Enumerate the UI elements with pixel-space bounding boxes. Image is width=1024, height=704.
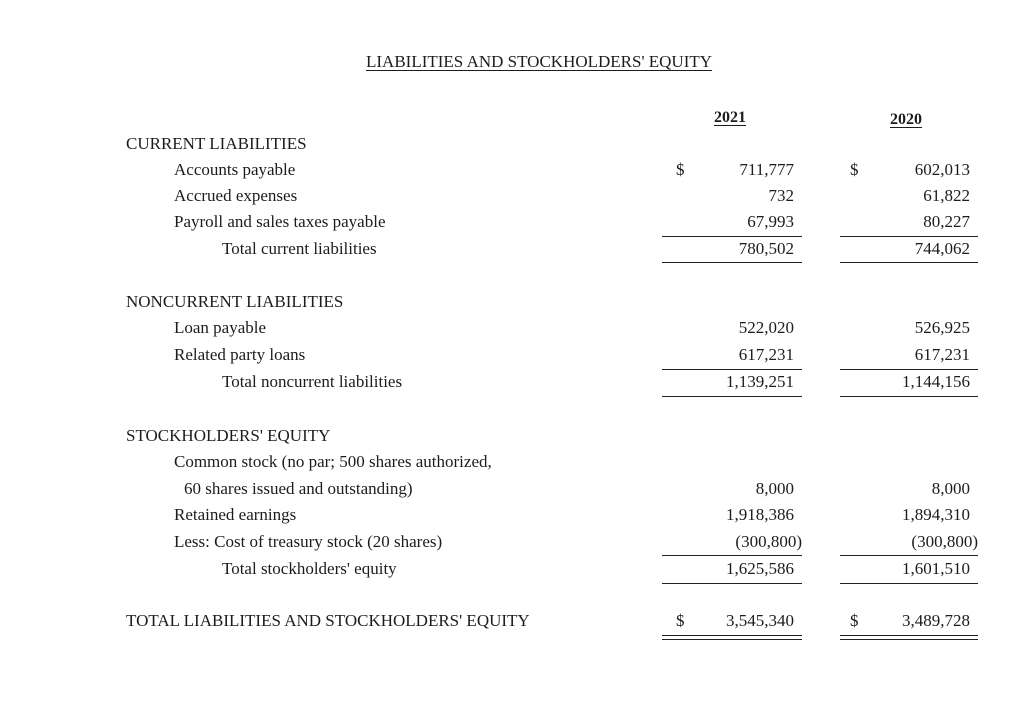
total-rule <box>840 396 978 397</box>
subtotal-rule <box>840 369 978 370</box>
value-accounts-payable-2020: 602,013 <box>914 160 970 179</box>
value-accrued-expenses-2020: 61,822 <box>923 186 970 205</box>
subtotal-rule <box>840 236 978 237</box>
row-label-total-current: Total current liabilities <box>222 239 377 258</box>
dollar-sign: $ <box>676 611 685 630</box>
subtotal-rule <box>662 555 802 556</box>
row-label-common-stock-cont: 60 shares issued and outstanding) <box>184 479 413 498</box>
value-treasury-stock-2021: (300,800) <box>735 532 802 551</box>
subtotal-rule <box>662 236 802 237</box>
dollar-sign: $ <box>850 160 859 179</box>
row-label-common-stock: Common stock (no par; 500 shares authorized, <box>174 452 492 471</box>
total-rule <box>662 262 802 263</box>
value-common-stock-2021: 8,000 <box>755 479 794 498</box>
value-retained-earnings-2021: 1,918,386 <box>726 505 794 524</box>
total-rule <box>840 262 978 263</box>
value-retained-earnings-2020: 1,894,310 <box>902 505 970 524</box>
grand-total-label: TOTAL LIABILITIES AND STOCKHOLDERS' EQUITY <box>126 611 530 630</box>
value-payroll-taxes-2021: 67,993 <box>747 212 794 231</box>
double-rule <box>840 635 978 636</box>
value-related-party-loans-2021: 617,231 <box>738 345 794 364</box>
value-total-current-2021: 780,502 <box>738 239 794 258</box>
dollar-sign: $ <box>676 160 685 179</box>
value-grand-total-2020: 3,489,728 <box>902 611 970 630</box>
subtotal-rule <box>840 555 978 556</box>
total-rule <box>662 396 802 397</box>
year-header-2020: 2020 <box>890 111 922 128</box>
value-total-noncurrent-2021: 1,139,251 <box>726 372 794 391</box>
value-total-noncurrent-2020: 1,144,156 <box>902 372 970 391</box>
value-total-equity-2020: 1,601,510 <box>902 559 970 578</box>
row-label-retained-earnings: Retained earnings <box>174 505 297 524</box>
year-header-2021: 2021 <box>714 109 746 126</box>
row-label-accounts-payable: Accounts payable <box>174 160 296 179</box>
section-heading-equity: STOCKHOLDERS' EQUITY <box>126 426 331 445</box>
section-heading-current: CURRENT LIABILITIES <box>126 134 307 153</box>
total-rule <box>662 583 802 584</box>
row-label-total-noncurrent: Total noncurrent liabilities <box>222 372 403 391</box>
section-heading-noncurrent: NONCURRENT LIABILITIES <box>126 292 344 311</box>
value-loan-payable-2021: 522,020 <box>738 318 794 337</box>
total-rule <box>840 583 978 584</box>
dollar-sign: $ <box>850 611 859 630</box>
double-rule <box>840 639 978 640</box>
page-title: LIABILITIES AND STOCKHOLDERS' EQUITY <box>366 52 713 71</box>
value-treasury-stock-2020: (300,800) <box>911 532 978 551</box>
double-rule <box>662 635 802 636</box>
value-payroll-taxes-2020: 80,227 <box>923 212 970 231</box>
value-loan-payable-2020: 526,925 <box>914 318 970 337</box>
row-label-treasury-stock: Less: Cost of treasury stock (20 shares) <box>174 532 443 551</box>
row-label-payroll-taxes: Payroll and sales taxes payable <box>174 212 386 231</box>
row-label-related-party-loans: Related party loans <box>174 345 306 364</box>
subtotal-rule <box>662 369 802 370</box>
value-accrued-expenses-2021: 732 <box>768 186 794 205</box>
value-common-stock-2020: 8,000 <box>931 479 970 498</box>
value-total-current-2020: 744,062 <box>914 239 970 258</box>
value-grand-total-2021: 3,545,340 <box>726 611 794 630</box>
value-accounts-payable-2021: 711,777 <box>739 160 794 179</box>
value-total-equity-2021: 1,625,586 <box>726 559 794 578</box>
row-label-accrued-expenses: Accrued expenses <box>174 186 298 205</box>
value-related-party-loans-2020: 617,231 <box>914 345 970 364</box>
double-rule <box>662 639 802 640</box>
row-label-loan-payable: Loan payable <box>174 318 267 337</box>
row-label-total-equity: Total stockholders' equity <box>222 559 397 578</box>
